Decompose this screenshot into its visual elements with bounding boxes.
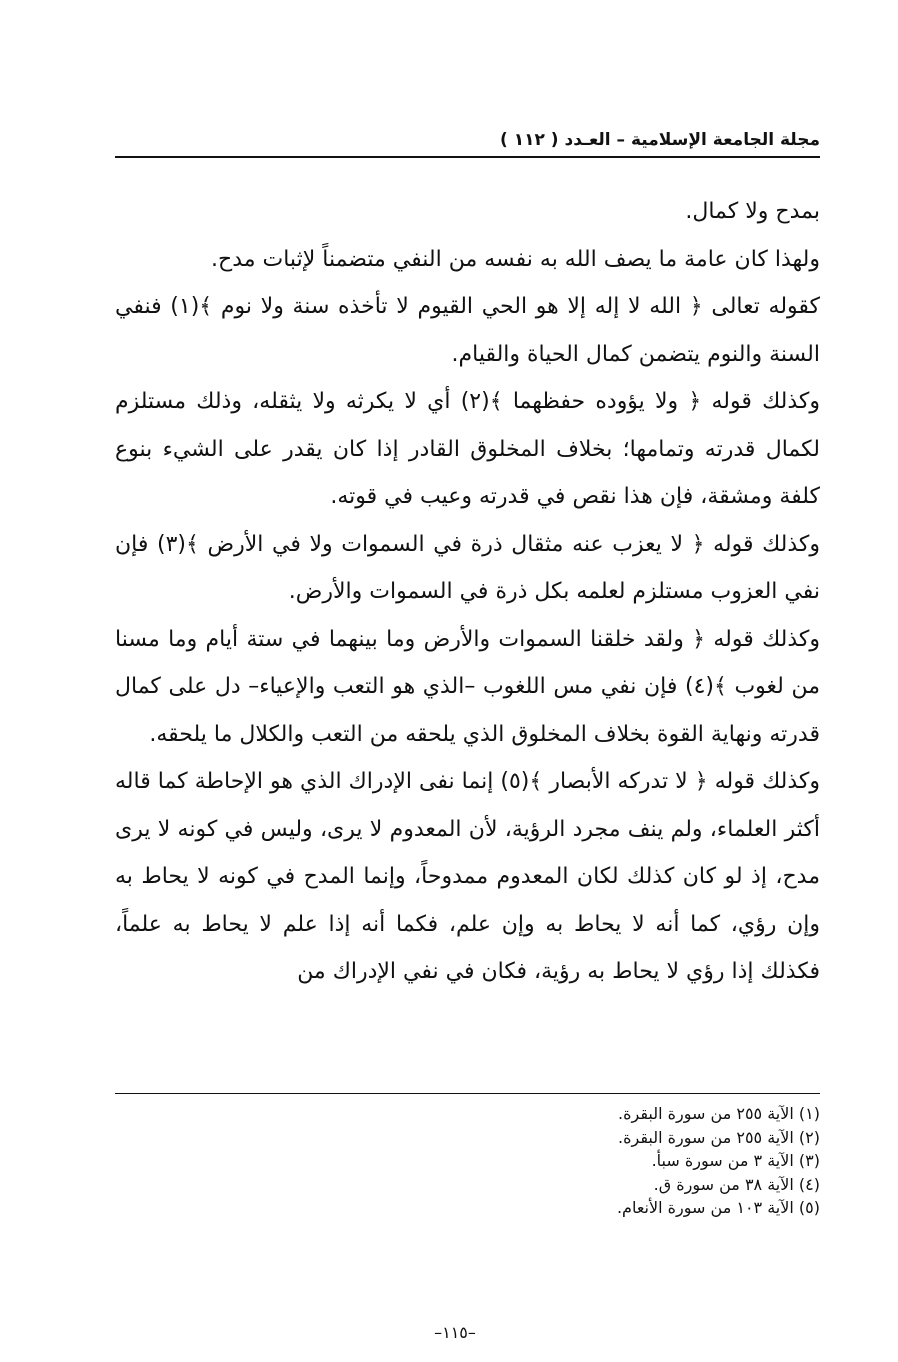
footnote: (١) الآية ٢٥٥ من سورة البقرة. [618, 1104, 820, 1123]
paragraph: وكذلك قوله ﴿ ولا يؤوده حفظهما ﴾(٢) أي لا يكرثه ولا يثقله، وذلك مستلزم لكمال قدرته وتمامها؛ بخلاف المخلوق القادر إذا كان يقدر على الشيء بنوع كلفة ومشقة، فإن هذا نقص في قدرته وعيب في قوته. [115, 389, 820, 509]
footnote: (٣) الآية ٣ من سورة سبأ. [651, 1151, 820, 1170]
footnote-divider [115, 1093, 820, 1094]
paragraph: وكذلك قوله ﴿ لا تدركه الأبصار ﴾(٥) إنما نفى الإدراك الذي هو الإحاطة كما قاله أكثر العلماء، ولم ينف مجرد الرؤية، لأن المعدوم لا يرى، وليس في كونه لا يرى مدح، إذ لو كان كذلك لكان المعدوم ممدوحاً، وإنما المدح في كونه لا يحاط به وإن رؤي، كما أنه لا يحاط به وإن علم، فكما أنه إذا علم لا يحاط به علماً، فكذلك إذا رؤي لا يحاط به رؤية، فكان في نفي الإدراك من [115, 769, 821, 984]
page-number: –١١٥– [434, 1323, 476, 1342]
paragraph: وكذلك قوله ﴿ ولقد خلقنا السموات والأرض وما بينهما في ستة أيام وما مسنا من لغوب ﴾(٤) فإن نفي مس اللغوب –الذي هو التعب والإعياء– دل على كمال قدرته ونهاية القوة بخلاف المخلوق الذي يلحقه من التعب والكلال ما يلحقه. [115, 626, 820, 747]
header-divider [115, 156, 820, 158]
footnote: (٤) الآية ٣٨ من سورة ق. [653, 1174, 820, 1194]
footnote: (٢) الآية ٢٥٥ من سورة البقرة. [618, 1127, 820, 1147]
paragraph: بمدح ولا كمال. [685, 199, 820, 224]
running-header: مجلة الجامعة الإسلامية – العـدد ( ١١٢ ) [500, 130, 820, 150]
footnotes [115, 1102, 820, 1220]
body-text [115, 188, 820, 996]
paragraph: ولهذا كان عامة ما يصف الله به نفسه من النفي متضمناً لإثبات مدح. [211, 246, 820, 272]
footnote: (٥) الآية ١٠٣ من سورة الأنعام. [616, 1198, 820, 1217]
paragraph: وكذلك قوله ﴿ لا يعزب عنه مثقال ذرة في السموات ولا في الأرض ﴾(٣) فإن نفي العزوب مستلزم لعلمه بكل ذرة في السموات والأرض. [115, 531, 820, 604]
paragraph: كقوله تعالى ﴿ الله لا إله إلا هو الحي القيوم لا تأخذه سنة ولا نوم ﴾(١) فنفي السنة والنوم يتضمن كمال الحياة والقيام. [115, 294, 820, 367]
